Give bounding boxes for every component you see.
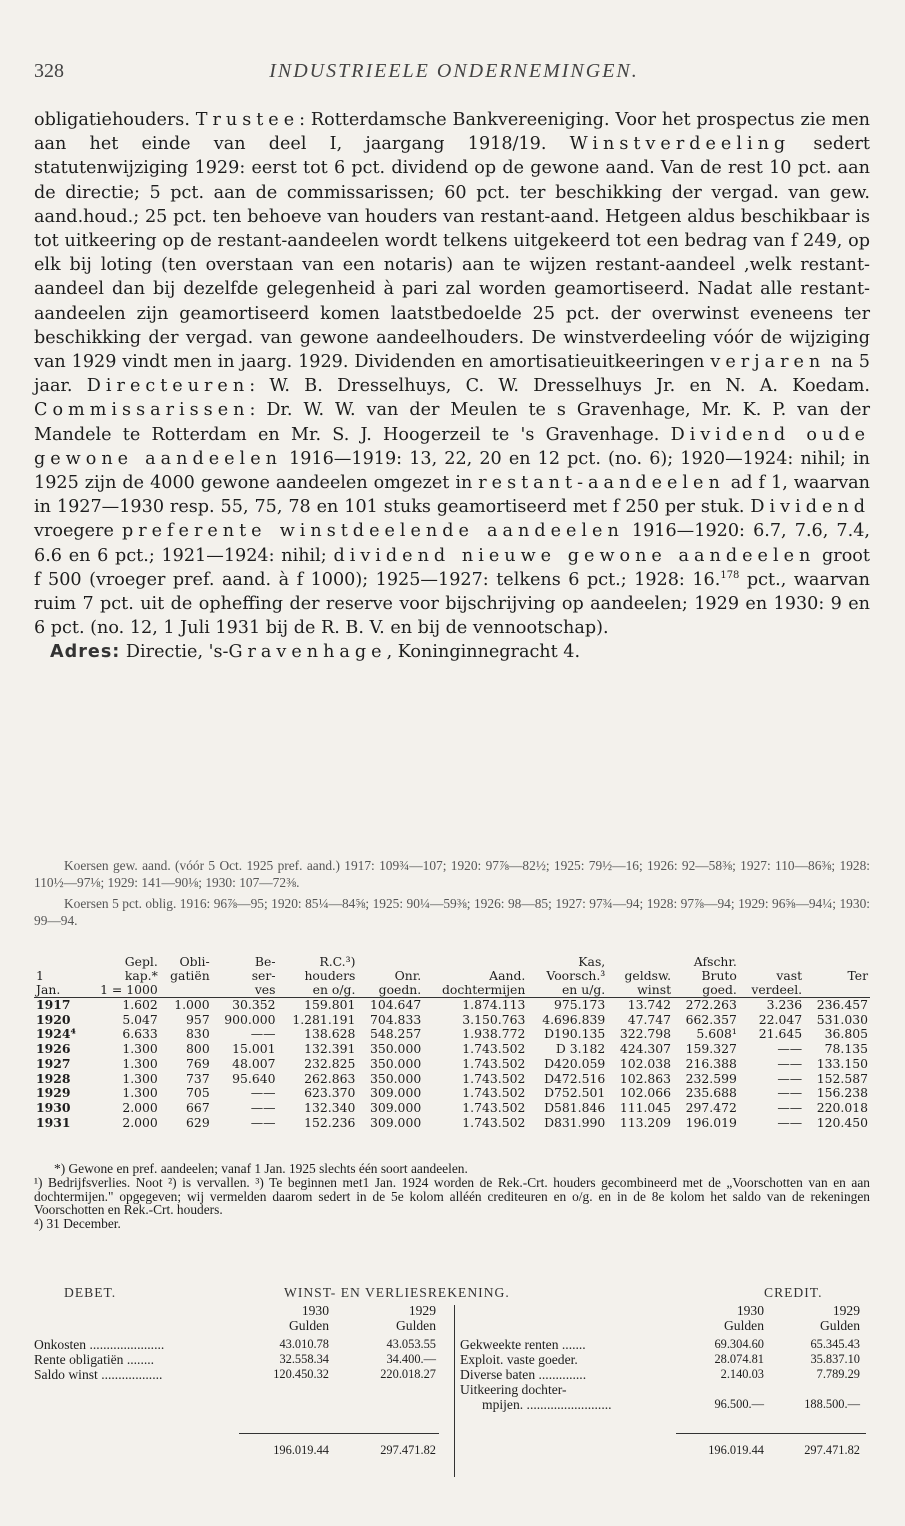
debet-label: DEBET. xyxy=(64,1285,117,1300)
debet-col-1929: 1929 Gulden xyxy=(395,1303,436,1333)
winstverdeeling-label: Winstverdeeling xyxy=(569,134,791,155)
table-row: 1931 2.000 629 —— 152.236 309.000 1.743.502 D831.990 113.209 196.019 —— 120.450 xyxy=(36,1114,868,1130)
footnote-2: ¹) Bedrijfsverlies. Noot ²) is vervallen. ³) Te beginnen met1 Jan. 1924 worden de Rek.-Crt. houders gecombineerd met de „Voorschotten van en aan dochtermijen." opgegeven; wij vermelden daarom sedert in de 5e kolom alléén crediteuren en o/g. en in de 8e kolom het saldo van de rekeningen Voorschotten en Rek.-Crt. houders. xyxy=(34,1174,870,1218)
preferente-label: preferente winstdeelende aandeelen xyxy=(121,521,624,542)
page-header xyxy=(34,60,874,90)
trustee-label: Trustee xyxy=(195,110,300,130)
credit-total-rule xyxy=(676,1433,866,1434)
table-row: 1929 1.300 705 —— 623.370 309.000 1.743.502 D752.501 102.066 235.688 —— 156.238 xyxy=(36,1085,868,1101)
table-row: 1924⁴ 6.633 830 —— 138.628 548.257 1.938.772 D190.135 322.798 5.608¹ 21.645 36.805 xyxy=(36,1026,868,1042)
profit-loss-account xyxy=(34,1285,870,1485)
credit-label: CREDIT. xyxy=(764,1285,823,1300)
table-row: 1917 1.602 1.000 30.352 159.801 104.647 1.874.113 975.173 13.742 272.263 3.236 236.457 xyxy=(36,997,868,1012)
table-row: 1930 2.000 667 —— 132.340 309.000 1.743.502 D581.846 111.045 297.472 —— 220.018 xyxy=(36,1099,868,1115)
main-paragraph: obligatiehouders. Trustee: Rotterdamsche Bankvereeniging. Voor het prospectus zie men aan het einde van deel I, jaargang 1918/19. Winstverdeeling sedert statutenwijziging 1929: eerst tot 6 pct. dividend op de gewone aand. Van de rest 10 pct. aan de directie; 5 pct. aan de commissarissen; 60 pct. ter beschikking der vergad. van gew. aand.houd.; 25 pct. ten behoeve van houders van restant-aand. Hetgeen aldus beschikbaar is tot uitkeering op de restant-aandeelen wordt telkens uitgekeerd tot een bedrag van f 249, op elk bij loting (ten overstaan van een notaris) aan te wijzen restant-aandeel ,welk restant-aandeel dan bij dezelfde gelegenheid à pari zal worden geamortiseerd. Nadat alle restant-aandeelen zijn geamortiseerd komen laatstbedoelde 25 pct. der overwinst eveneens ter beschikking der vergad. van gewone aandeelhouders. De winstverdeeling vóór de wijziging van 1929 vindt men in jaarg. 1929. Dividenden en amortisatieuitkeeringen verjaren na 5 jaar. Directeuren: W. B. Dresselhuys, C. W. Dresselhuys Jr. en N. A. Koedam. Commissarissen: Dr. W. W. van der Meulen te s Gravenhage, Mr. K. P. van der Mandele te Rotterdam en Mr. S. J. Hoogerzeil te 's Gravenhage. Dividend oude gewone aandeelen 1916—1919: 13, 22, 20 en 12 pct. (no. 6); 1920—1924: nihil; in 1925 zijn de 4000 gewone aandeelen omgezet in restant-aandeelen ad f 1, waarvan in 1927—1930 resp. 55, 75, 78 en 101 stuks geamortiseerd met f 250 per stuk. Dividend vroegere preferente winstdeelende aandeelen 1916—1920: 6.7, 7.6, 7.4, 6.6 en 6 pct.; 1921—1924: nihil; dividend nieuwe gewone aandeelen groot f 500 (vroeger pref. aand. à f 1000); 1925—1927: telkens 6 pct.; 1928: 16.$^{178}$ pct., waarvan ruim 7 pct. uit de opheffing der reserve voor bijschrijving op aandeelen; 1929 en 1930: 9 en 6 pct. (no. 12, 1 Juli 1931 bij de R. B. V. en bij de vennootschap). xyxy=(34,110,870,639)
running-title: INDUSTRIEELE ONDERNEMINGEN. xyxy=(269,60,639,82)
credit-row: Uitkeering dochter- xyxy=(460,1382,567,1397)
dividend-oude-label: Dividend oude gewone aandeelen xyxy=(34,424,870,469)
pl-header xyxy=(34,1285,870,1305)
header-row-1: Gepl. Obli- Be- R.C.³) Kas, Afschr. xyxy=(124,954,737,969)
debet-row: Rente obligatiën ........ 32.558.34 34.400.— xyxy=(34,1352,436,1367)
header-row-3: Jan. 1 = 1000 ves en o/g. goedn. dochtermijen en u/g. winst goed. verdeel. xyxy=(34,983,870,998)
table-row: 1928 1.300 737 95.640 262.863 350.000 1.743.502 D472.516 102.863 232.599 —— 152.587 xyxy=(36,1070,868,1086)
commissarissen-label: Commissarissen xyxy=(34,400,250,421)
company-description xyxy=(34,108,870,665)
credit-row: mpijen. ......................... 96.500.— 188.500.— xyxy=(482,1397,860,1412)
debet-row: Saldo winst .................. 120.450.32 220.018.27 xyxy=(34,1367,436,1382)
debet-total-row: 196.019.44 297.471.82 xyxy=(273,1443,436,1457)
dividend-nieuwe-label: dividend nieuwe gewone aandeelen xyxy=(333,545,816,566)
table-row: 1926 1.300 800 15.001 132.391 350.000 1.743.502 D 3.182 424.307 159.327 —— 78.135 xyxy=(36,1041,868,1057)
footnote-1: *) Gewone en pref. aandeelen; vanaf 1 Jan. 1925 slechts één soort aandeelen. xyxy=(54,1161,468,1176)
credit-total-row: 196.019.44 297.471.82 xyxy=(708,1443,860,1457)
statistics-table-body xyxy=(34,998,870,1131)
debet-col-1930: 1930 Gulden xyxy=(288,1303,329,1333)
koersen-oblig: Koersen 5 pct. oblig. 1916: 96⅞—95; 1920: 85¼—84⅝; 1925: 90¼—59⅜; 1926: 98—85; 1927: 97¾—94; 1928: 97⅞—94; 1929: 96⅝—94¼; 1930: 99—94. xyxy=(34,896,870,928)
directeuren-label: Directeuren xyxy=(86,376,250,397)
debet-row: Onkosten ...................... 43.010.78 43.053.55 xyxy=(34,1337,436,1352)
table-row: 1920 5.047 957 900.000 1.281.191 704.833 3.150.763 4.696.839 47.747 662.357 22.047 531.030 xyxy=(36,1011,868,1027)
credit-col-1929: 1929 Gulden xyxy=(819,1303,860,1333)
table-row: 1927 1.300 769 48.007 232.825 350.000 1.743.502 D420.059 102.038 216.388 —— 133.150 xyxy=(36,1055,868,1071)
footnote-3: ⁴) 31 December. xyxy=(34,1216,121,1232)
pl-title: WINST- EN VERLIESREKENING. xyxy=(284,1285,510,1300)
restant-aandeelen-label: restant-aandeelen xyxy=(478,473,725,494)
koersen-gew: Koersen gew. aand. (vóór 5 Oct. 1925 pref. aand.) 1917: 109¾—107; 1920: 97⅞—82½; 1925: 79½—16; 1926: 92—58⅜; 1927: 110—86⅜; 1928: 110½—97⅛; 1929: 141—90⅛; 1930: 107—72⅜. xyxy=(34,858,870,890)
adres-label: Adres: xyxy=(50,642,121,663)
header-row-2: 1 kap.* gatiën ser- houders Onr. Aand. Voorsch.³ geldsw. Bruto vast Ter xyxy=(36,968,868,983)
credit-row: Gekweekte renten ....... 69.304.60 65.345.43 xyxy=(460,1337,860,1352)
credit-row: Diverse baten .............. 2.140.03 7.789.29 xyxy=(460,1367,860,1382)
verjaren-label: verjaren xyxy=(710,352,826,373)
dividend-vroegere-label: Dividend xyxy=(750,497,870,518)
footnotes xyxy=(34,1162,870,1231)
page-number: 328 xyxy=(34,60,64,82)
address-line: Adres: Directie, 's-Gravenhage, Koninginnegracht 4. xyxy=(50,642,581,663)
statistics-table xyxy=(34,955,870,1130)
adres-city: Gravenhage xyxy=(228,642,387,663)
credit-row: Exploit. vaste goeder. 28.074.81 35.837.10 xyxy=(460,1352,860,1367)
statistics-table-header xyxy=(34,955,870,998)
credit-col-1930: 1930 Gulden xyxy=(723,1303,764,1333)
price-quotes xyxy=(34,857,870,933)
debet-total-rule xyxy=(239,1433,439,1434)
